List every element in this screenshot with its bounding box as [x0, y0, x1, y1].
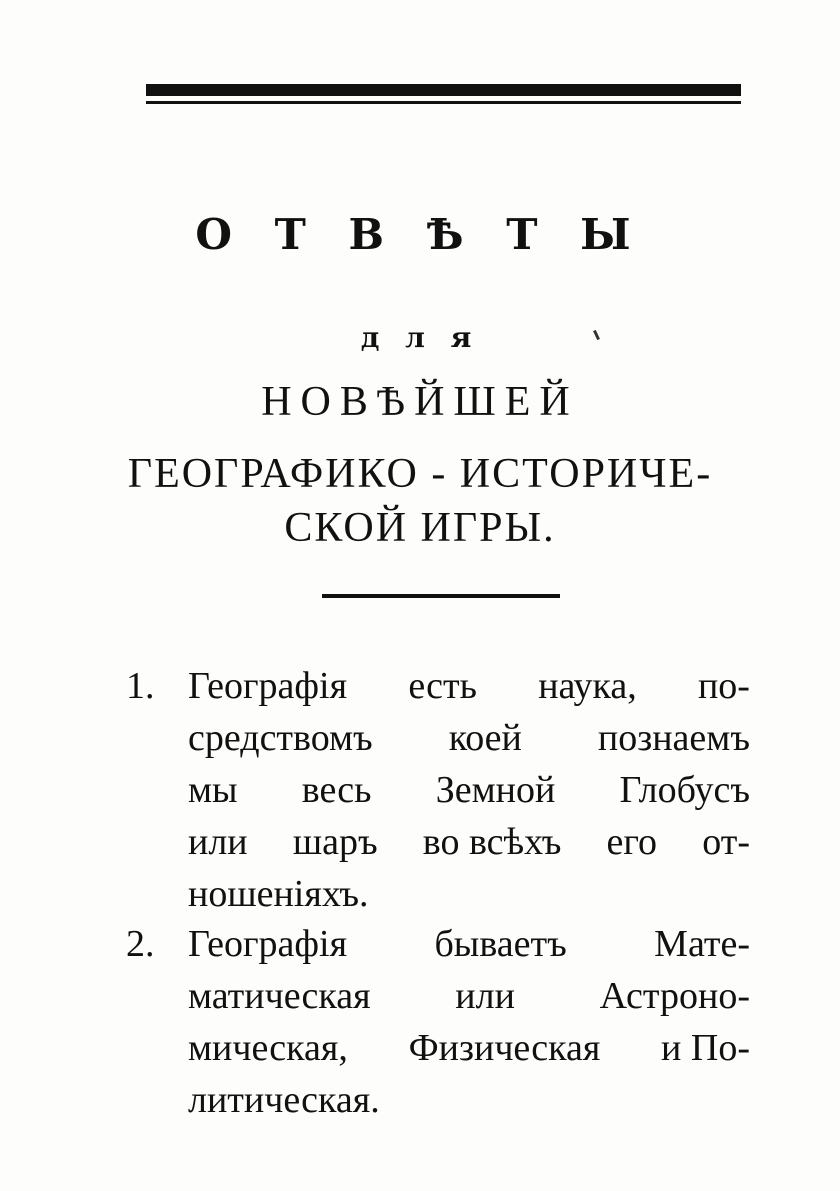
paragraph-line [188, 970, 750, 1022]
top-rule-thin [146, 101, 741, 104]
word: есть [408, 665, 477, 707]
paragraph-line [188, 1074, 380, 1126]
word: Географія [188, 665, 348, 707]
word: бываетъ [434, 923, 567, 965]
paragraph-line [188, 918, 750, 970]
word: Физическая [408, 1027, 601, 1069]
page-title: О Т В Ѣ Т Ы [195, 210, 645, 259]
paragraph-line [188, 1022, 750, 1074]
paragraph-line [188, 868, 369, 920]
word: познаемъ [597, 717, 750, 759]
word: во всѣхъ [422, 821, 562, 863]
word: коей [448, 717, 522, 759]
word: матическая [188, 975, 371, 1017]
heading-line-1: НОВѢЙШЕЙ [261, 379, 579, 425]
word: Глобусъ [619, 769, 750, 811]
top-rule-thick [146, 84, 741, 96]
word: наука, [538, 665, 637, 707]
paragraph-line [188, 816, 750, 868]
paragraph-line [188, 660, 750, 712]
heading-line-2: ГЕОГРАФИКО - ИСТОРИЧЕ- [127, 451, 713, 497]
word: Астроно- [599, 975, 750, 1017]
paragraph-line [188, 764, 750, 816]
word: средствомъ [188, 717, 373, 759]
word: или [455, 975, 515, 1017]
word: Земной [435, 769, 556, 811]
paragraph-number: 1. [126, 665, 155, 707]
word: ношеніяхъ. [188, 873, 369, 915]
section-divider [322, 594, 560, 598]
subtitle-for: д л я [360, 321, 480, 354]
paragraph-line [188, 712, 750, 764]
word: весь [301, 769, 372, 811]
word: мическая, [188, 1027, 348, 1069]
heading-line-3: СКОЙ ИГРЫ. [284, 505, 556, 551]
word: Мате- [654, 923, 750, 965]
word: его [606, 821, 658, 863]
word: по- [697, 665, 750, 707]
word: от- [702, 821, 750, 863]
word: мы [188, 769, 238, 811]
word: или [188, 821, 248, 863]
word: шаръ [292, 821, 378, 863]
word: Географія [188, 923, 348, 965]
word: и По- [661, 1027, 750, 1069]
paragraph-number: 2. [126, 923, 155, 965]
word: литическая. [188, 1079, 380, 1121]
